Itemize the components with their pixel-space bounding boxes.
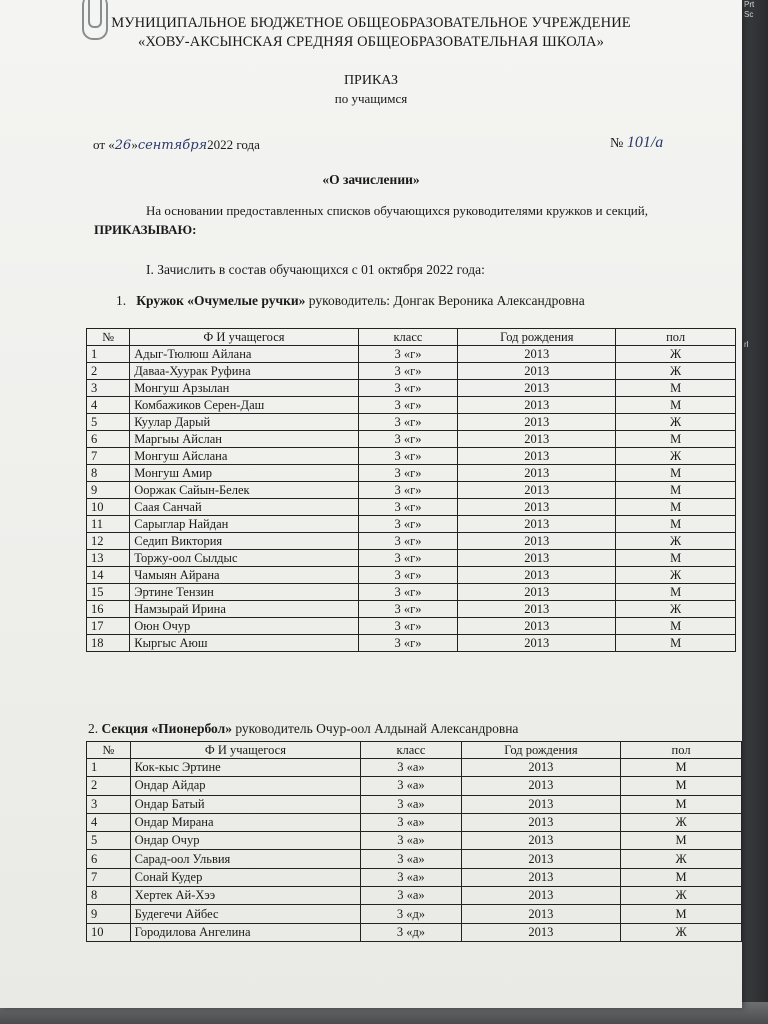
row-number: 4	[87, 397, 130, 414]
sex: М	[616, 499, 736, 516]
side-text-1: Prt	[744, 0, 755, 9]
class: 3 «г»	[358, 431, 458, 448]
enroll-text: I. Зачислить в состав обучающихся с 01 октября 2022 года:	[146, 262, 485, 277]
student-name: Ондар Айдар	[130, 777, 361, 795]
table-row	[87, 414, 736, 431]
student-name: Саая Санчай	[130, 499, 358, 516]
student-name: Городилова Ангелина	[130, 923, 361, 941]
table-row	[87, 584, 736, 601]
table-row	[87, 795, 742, 813]
student-name: Куулар Дарый	[130, 414, 358, 431]
row-number: 10	[87, 923, 131, 941]
side-text-2: Sc	[744, 10, 754, 19]
class: 3 «а»	[361, 832, 462, 850]
birth-year: 2013	[458, 380, 616, 397]
sex: М	[616, 584, 736, 601]
row-number: 10	[87, 499, 130, 516]
class: 3 «г»	[358, 550, 458, 567]
table-row	[87, 601, 736, 618]
student-name: Монгуш Арзылан	[130, 380, 358, 397]
birth-year: 2013	[458, 431, 616, 448]
date-mid: »	[131, 137, 138, 152]
sex: М	[616, 618, 736, 635]
section-2-heading	[88, 721, 518, 737]
table-row	[87, 431, 736, 448]
sex: М	[616, 431, 736, 448]
student-name: Монгуш Айслана	[130, 448, 358, 465]
table-row	[87, 346, 736, 363]
section-1-prefix: 1.	[116, 293, 137, 308]
birth-year: 2013	[458, 533, 616, 550]
sex: М	[621, 759, 742, 777]
birth-year: 2013	[461, 887, 620, 905]
row-number: 4	[87, 813, 131, 831]
table-row	[87, 813, 742, 831]
sex: Ж	[616, 567, 736, 584]
sex: М	[621, 795, 742, 813]
birth-year: 2013	[458, 516, 616, 533]
row-number: 8	[87, 465, 130, 482]
doc-title	[0, 72, 742, 108]
table-row	[87, 777, 742, 795]
table-header-row	[87, 329, 736, 346]
sex: Ж	[621, 850, 742, 868]
col-name: Ф И учащегося	[130, 742, 361, 759]
subject: «О зачислении»	[322, 172, 420, 187]
table-row	[87, 550, 736, 567]
table-row	[87, 397, 736, 414]
section-2-rest: руководитель Очур-оол Алдынай Александровна	[231, 721, 519, 736]
sex: М	[616, 550, 736, 567]
row-number: 17	[87, 618, 130, 635]
sex: Ж	[621, 887, 742, 905]
table-row	[87, 923, 742, 941]
row-number: 7	[87, 868, 131, 886]
student-name: Ондар Очур	[130, 832, 361, 850]
student-name: Ондар Батый	[130, 795, 361, 813]
table-2-body	[87, 759, 742, 942]
birth-year: 2013	[458, 550, 616, 567]
sex: Ж	[616, 363, 736, 380]
col-number: №	[87, 329, 130, 346]
sex: М	[621, 832, 742, 850]
class: 3 «г»	[358, 380, 458, 397]
birth-year: 2013	[461, 813, 620, 831]
class: 3 «г»	[358, 601, 458, 618]
row-number: 15	[87, 584, 130, 601]
student-name: Сарыглар Найдан	[130, 516, 358, 533]
row-number: 6	[87, 431, 130, 448]
table-row	[87, 759, 742, 777]
birth-year: 2013	[461, 923, 620, 941]
birth-year: 2013	[458, 584, 616, 601]
row-number: 14	[87, 567, 130, 584]
col-number: №	[87, 742, 131, 759]
row-number: 7	[87, 448, 130, 465]
table-row	[87, 832, 742, 850]
section-1-name: Кружок «Очумелые ручки»	[136, 293, 306, 308]
class: 3 «а»	[361, 795, 462, 813]
section-2-prefix: 2.	[88, 721, 102, 736]
birth-year: 2013	[461, 759, 620, 777]
col-year: Год рождения	[458, 329, 616, 346]
number-prefix: №	[610, 136, 624, 151]
class: 3 «г»	[358, 635, 458, 652]
birth-year: 2013	[458, 618, 616, 635]
birth-year: 2013	[461, 795, 620, 813]
class: 3 «г»	[358, 618, 458, 635]
sex: Ж	[616, 414, 736, 431]
student-name: Ооржак Сайын-Белек	[130, 482, 358, 499]
birth-year: 2013	[458, 635, 616, 652]
row-number: 11	[87, 516, 130, 533]
row-number: 13	[87, 550, 130, 567]
student-name: Кок-кыс Эртине	[130, 759, 361, 777]
table-row	[87, 905, 742, 923]
birth-year: 2013	[461, 850, 620, 868]
class: 3 «г»	[358, 482, 458, 499]
birth-year: 2013	[461, 777, 620, 795]
col-class: класс	[358, 329, 458, 346]
sex: Ж	[616, 346, 736, 363]
birth-year: 2013	[458, 601, 616, 618]
sex: М	[616, 482, 736, 499]
class: 3 «а»	[361, 868, 462, 886]
birth-year: 2013	[458, 567, 616, 584]
sex: Ж	[616, 448, 736, 465]
class: 3 «г»	[358, 346, 458, 363]
class: 3 «г»	[358, 584, 458, 601]
class: 3 «г»	[358, 465, 458, 482]
birth-year: 2013	[458, 499, 616, 516]
sex: Ж	[616, 601, 736, 618]
sex: М	[616, 465, 736, 482]
student-name: Маргыы Айслан	[130, 431, 358, 448]
org-header	[0, 14, 742, 52]
class: 3 «г»	[358, 363, 458, 380]
row-number: 16	[87, 601, 130, 618]
sex: М	[616, 397, 736, 414]
table-row	[87, 618, 736, 635]
table-section-1	[86, 328, 736, 652]
row-number: 9	[87, 905, 131, 923]
birth-year: 2013	[458, 363, 616, 380]
table-row	[87, 850, 742, 868]
sex: М	[616, 516, 736, 533]
date-line	[93, 137, 260, 153]
row-number: 3	[87, 380, 130, 397]
col-sex: пол	[616, 329, 736, 346]
birth-year: 2013	[458, 346, 616, 363]
student-name: Сарад-оол Ульвия	[130, 850, 361, 868]
row-number: 1	[87, 346, 130, 363]
org-line-2: «ХОВУ-АКСЫНСКАЯ СРЕДНЯЯ ОБЩЕОБРАЗОВАТЕЛЬНАЯ ШКОЛА»	[138, 34, 604, 50]
table-row	[87, 567, 736, 584]
table-row	[87, 465, 736, 482]
row-number: 3	[87, 795, 131, 813]
table-header-row	[87, 742, 742, 759]
birth-year: 2013	[461, 832, 620, 850]
table-row	[87, 482, 736, 499]
birth-year: 2013	[458, 414, 616, 431]
row-number: 5	[87, 832, 131, 850]
birth-year: 2013	[458, 482, 616, 499]
student-name: Эртине Тензин	[130, 584, 358, 601]
row-number: 1	[87, 759, 131, 777]
table-row	[87, 516, 736, 533]
row-number: 8	[87, 887, 131, 905]
row-number: 2	[87, 777, 131, 795]
row-number: 12	[87, 533, 130, 550]
doc-subtitle: по учащимся	[334, 91, 408, 106]
col-name: Ф И учащегося	[130, 329, 358, 346]
sex: М	[621, 868, 742, 886]
sex: Ж	[616, 533, 736, 550]
class: 3 «г»	[358, 516, 458, 533]
sex: Ж	[621, 923, 742, 941]
row-number: 5	[87, 414, 130, 431]
class: 3 «г»	[358, 414, 458, 431]
student-name: Даваа-Хуурак Руфина	[130, 363, 358, 380]
row-number: 6	[87, 850, 131, 868]
class: 3 «г»	[358, 533, 458, 550]
row-number: 9	[87, 482, 130, 499]
col-sex: пол	[621, 742, 742, 759]
student-name: Седип Виктория	[130, 533, 358, 550]
class: 3 «а»	[361, 759, 462, 777]
side-text	[744, 0, 766, 350]
col-class: класс	[361, 742, 462, 759]
birth-year: 2013	[461, 868, 620, 886]
order-number	[610, 134, 663, 152]
doc-type: ПРИКАЗ	[343, 73, 399, 88]
table-row	[87, 887, 742, 905]
student-name: Сонай Кудер	[130, 868, 361, 886]
class: 3 «а»	[361, 850, 462, 868]
student-name: Торжу-оол Сылдыс	[130, 550, 358, 567]
date-suffix: 2022 года	[207, 137, 260, 152]
class: 3 «а»	[361, 813, 462, 831]
class: 3 «а»	[361, 887, 462, 905]
sex: М	[616, 380, 736, 397]
sex: М	[616, 635, 736, 652]
section-1-rest: руководитель: Донгак Вероника Александровна	[305, 293, 585, 308]
table-row	[87, 363, 736, 380]
class: 3 «д»	[361, 923, 462, 941]
class: 3 «а»	[361, 777, 462, 795]
side-text-3: rl	[744, 340, 749, 349]
student-name: Кыргыс Аюш	[130, 635, 358, 652]
class: 3 «г»	[358, 567, 458, 584]
order-word: ПРИКАЗЫВАЮ:	[94, 222, 197, 237]
date-month: сентября	[137, 138, 208, 153]
student-name: Комбажиков Серен-Даш	[130, 397, 358, 414]
class: 3 «д»	[361, 905, 462, 923]
table-row	[87, 380, 736, 397]
table-section-2	[86, 741, 742, 942]
sex: Ж	[621, 813, 742, 831]
student-name: Хертек Ай-Хээ	[130, 887, 361, 905]
birth-year: 2013	[458, 397, 616, 414]
student-name: Ондар Мирана	[130, 813, 361, 831]
row-number: 2	[87, 363, 130, 380]
col-year: Год рождения	[461, 742, 620, 759]
student-name: Оюн Очур	[130, 618, 358, 635]
table-row	[87, 533, 736, 550]
student-name: Намзырай Ирина	[130, 601, 358, 618]
birth-year: 2013	[458, 448, 616, 465]
class: 3 «г»	[358, 397, 458, 414]
student-name: Монгуш Амир	[130, 465, 358, 482]
table-row	[87, 635, 736, 652]
number-value: 101/а	[626, 134, 664, 151]
sex: М	[621, 905, 742, 923]
date-prefix: от «	[93, 137, 115, 152]
student-name: Чамыян Айрана	[130, 567, 358, 584]
row-number: 18	[87, 635, 130, 652]
org-line-1: МУНИЦИПАЛЬНОЕ БЮДЖЕТНОЕ ОБЩЕОБРАЗОВАТЕЛЬНОЕ УЧРЕЖДЕНИЕ	[111, 15, 631, 31]
class: 3 «г»	[358, 499, 458, 516]
student-name: Адыг-Тюлюш Айлана	[130, 346, 358, 363]
birth-year: 2013	[461, 905, 620, 923]
birth-year: 2013	[458, 465, 616, 482]
sex: М	[621, 777, 742, 795]
section-1-heading	[116, 293, 585, 309]
section-2-name: Секция «Пионербол»	[101, 721, 232, 736]
class: 3 «г»	[358, 448, 458, 465]
basis-text: На основании предоставленных списков обучающихся руководителями кружков и секций,	[146, 203, 648, 218]
table-1-body	[87, 346, 736, 652]
date-day: 26	[114, 138, 132, 153]
table-row	[87, 499, 736, 516]
table-row	[87, 868, 742, 886]
table-row	[87, 448, 736, 465]
student-name: Будегечи Айбес	[130, 905, 361, 923]
